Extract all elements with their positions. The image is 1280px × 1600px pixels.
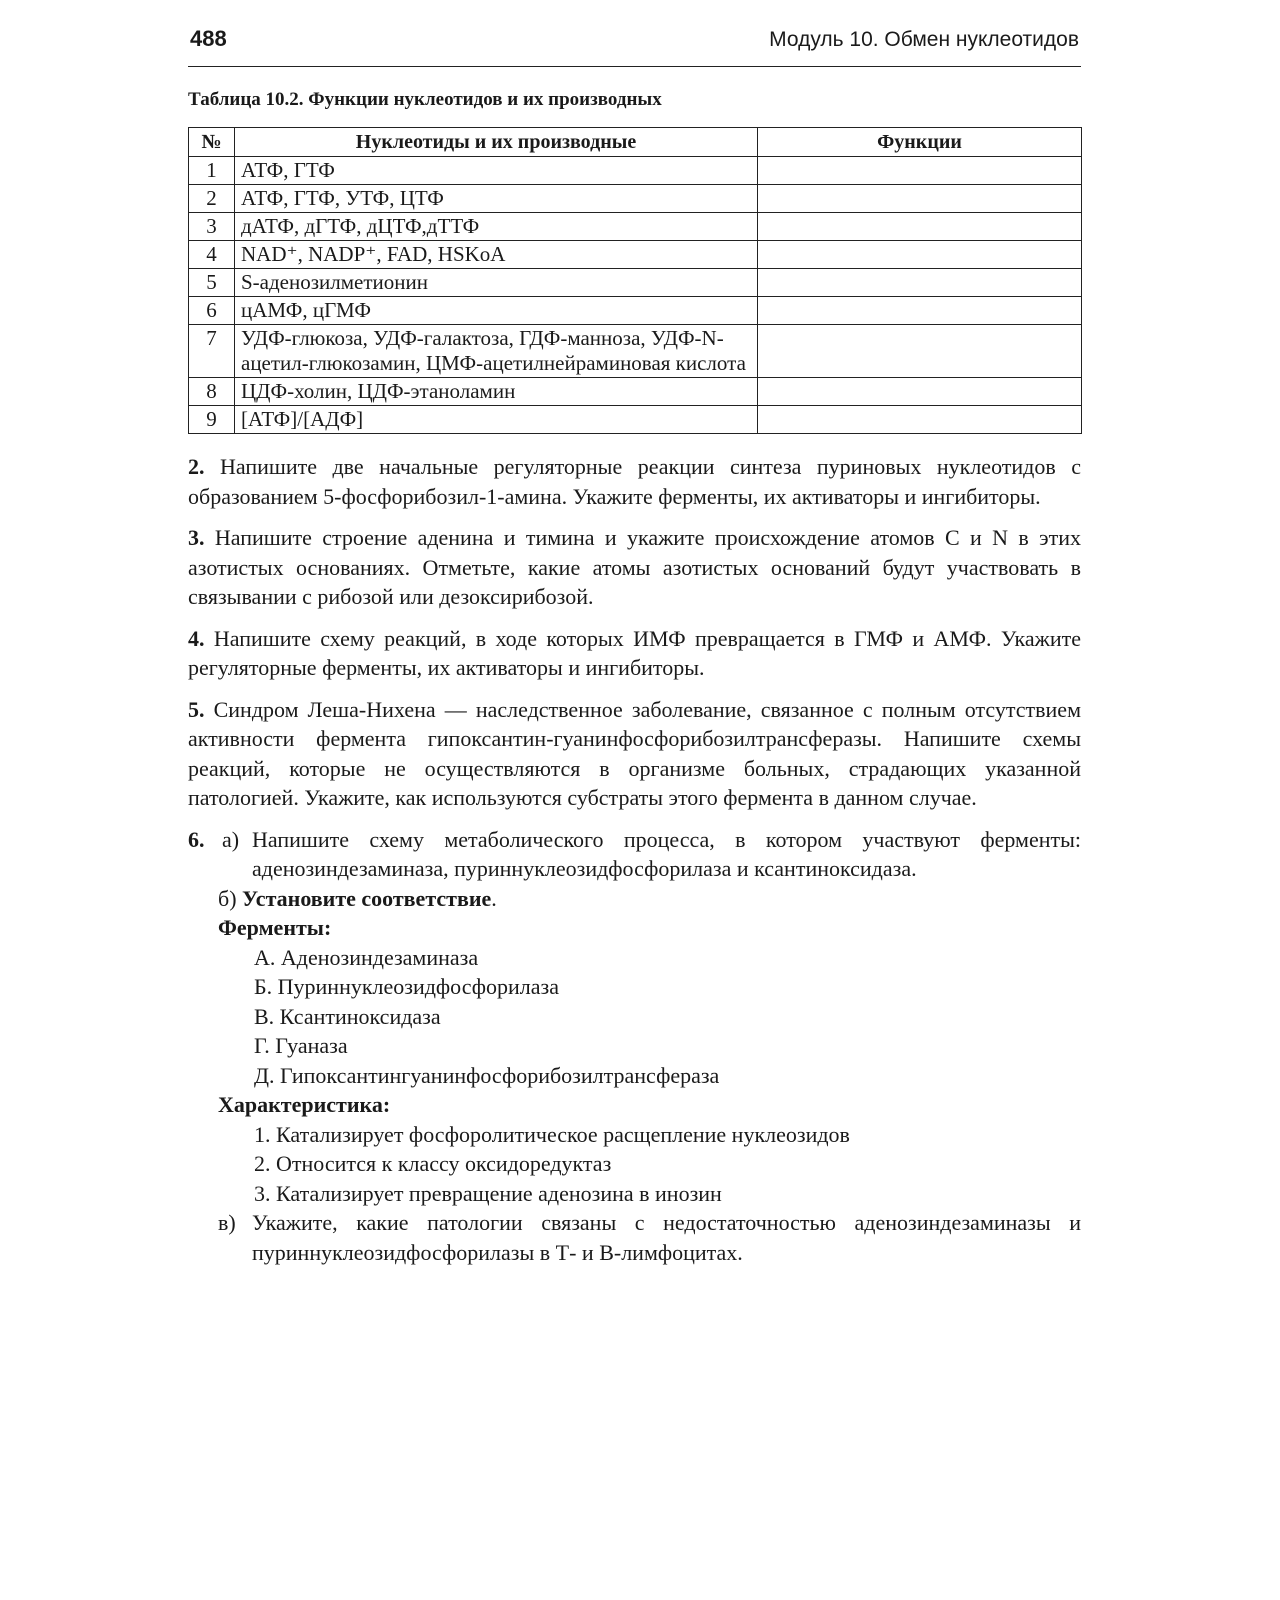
table-row	[189, 406, 1082, 434]
table-row	[189, 157, 1082, 185]
task-text: Напишите строение аденина и тимина и укажите происхождение атомов С и N в этих азотистых основаниях. Отметьте, какие атомы азотистых оснований будут участвовать в связывании с рибозой или дезоксирибозой.	[188, 525, 1081, 609]
row-nucleotide: [АТФ]/[АДФ]	[235, 406, 758, 434]
characteristic-item: 2. Относится к классу оксидоредуктаз	[254, 1151, 612, 1176]
enzyme-item: Б. Пуриннуклеозидфосфорилаза	[254, 974, 559, 999]
row-nucleotide: АТФ, ГТФ, УТФ, ЦТФ	[235, 185, 758, 213]
part-text-period: .	[491, 885, 497, 911]
row-number: 5	[189, 269, 235, 297]
enzymes-heading: Ферменты:	[218, 915, 332, 940]
row-nucleotide: S-аденозилметионин	[235, 269, 758, 297]
column-header-nucleotides: Нуклеотиды и их производные	[235, 128, 758, 157]
nucleotide-functions-table	[188, 127, 1082, 434]
enzyme-item: А. Аденозиндезаминаза	[254, 944, 479, 970]
task-number: 2.	[188, 454, 205, 479]
column-header-number: №	[189, 128, 235, 157]
part-text: Укажите, какие патологии связаны с недостаточностью аденозиндезаминазы и пуриннуклеозидфосфорилазы в Т- и В-лимфоцитах.	[252, 1210, 1081, 1265]
task-list	[188, 452, 1081, 813]
row-function	[758, 378, 1082, 406]
part-label: б)	[218, 885, 237, 911]
row-function	[758, 325, 1082, 378]
row-number: 2	[189, 185, 235, 213]
part-text: Напишите схему метаболического процесса, в котором участвуют ферменты: аденозиндезаминаза, пуриннуклеозидфосфорилаза и ксантиноксидаза.	[252, 826, 1081, 881]
task-number: 6.	[188, 826, 205, 852]
task-6-part-a	[188, 825, 1081, 884]
characteristic-item: 1. Катализирует фосфоролитическое расщепление нуклеозидов	[254, 1121, 850, 1147]
table-header-row	[189, 128, 1082, 157]
task-number: 5.	[188, 696, 205, 722]
task-text: Напишите схему реакций, в ходе которых ИМФ превращается в ГМФ и АМФ. Укажите регуляторные ферменты, их активаторы и ингибиторы.	[188, 625, 1082, 680]
part-label: в)	[218, 1210, 236, 1235]
table-row	[189, 297, 1082, 325]
table-row	[189, 241, 1082, 269]
table-row	[189, 325, 1082, 378]
task-6-part-b	[188, 884, 1081, 914]
part-label: а)	[222, 826, 240, 852]
row-nucleotide: АТФ, ГТФ	[235, 157, 758, 185]
task-number: 4.	[188, 625, 205, 651]
part-text: Установите соответствие	[242, 885, 492, 911]
row-function	[758, 185, 1082, 213]
task-number: 3.	[188, 525, 205, 550]
row-function	[758, 269, 1082, 297]
table-caption: Таблица 10.2. Функции нуклеотидов и их производных	[188, 89, 662, 110]
enzyme-item: В. Ксантиноксидаза	[254, 1003, 441, 1029]
page-number: 488	[190, 26, 227, 51]
row-function	[758, 297, 1082, 325]
row-number: 3	[189, 213, 235, 241]
running-head: Модуль 10. Обмен нуклеотидов	[769, 28, 1079, 51]
enzyme-item: Г. Гуаназа	[254, 1033, 348, 1058]
row-number: 4	[189, 241, 235, 269]
characteristic-item: 3. Катализирует превращение аденозина в инозин	[254, 1180, 722, 1206]
page-header	[188, 22, 1081, 67]
characteristics-heading: Характеристика:	[218, 1092, 391, 1117]
table-row	[189, 185, 1082, 213]
row-number: 1	[189, 157, 235, 185]
book-page	[188, 22, 1081, 1267]
row-nucleotide: УДФ-глюкоза, УДФ-галактоза, ГДФ-манноза, УДФ-N-ацетил-глюкозамин, ЦМФ-ацетилнейраминовая кислота	[235, 325, 758, 378]
table-row	[189, 378, 1082, 406]
row-number: 6	[189, 297, 235, 325]
row-number: 7	[189, 325, 235, 378]
task-text: Напишите две начальные регуляторные реакции синтеза пуриновых нуклеотидов с образованием 5-фосфорибозил-1-амина. Укажите ферменты, их активаторы и ингибиторы.	[188, 454, 1081, 509]
task-5	[188, 695, 1081, 813]
row-function	[758, 406, 1082, 434]
enzyme-item: Д. Гипоксантингуанинфосфорибозилтрансфераза	[254, 1062, 720, 1088]
task-6	[188, 825, 1081, 1268]
row-nucleotide: NAD⁺, NADP⁺, FAD, HSKoA	[235, 241, 758, 269]
task-4	[188, 624, 1081, 683]
row-nucleotide: цАМФ, цГМФ	[235, 297, 758, 325]
column-header-functions: Функции	[758, 128, 1082, 157]
task-3	[188, 523, 1081, 612]
row-number: 8	[189, 378, 235, 406]
row-nucleotide: дАТФ, дГТФ, дЦТФ,дТТФ	[235, 213, 758, 241]
row-nucleotide: ЦДФ-холин, ЦДФ-этаноламин	[235, 378, 758, 406]
row-function	[758, 241, 1082, 269]
task-text: Синдром Леша-Нихена — наследственное заболевание, связанное с полным отсутствием активности фермента гипоксантин-гуанинфосфорибозилтрансферазы. Напишите схемы реакций, которые не осуществляются в организме больных, страдающих указанной патологией. Укажите, как используются субстраты этого фермента в данном случае.	[188, 696, 1081, 810]
row-function	[758, 213, 1082, 241]
table-row	[189, 269, 1082, 297]
row-function	[758, 157, 1082, 185]
task-6-part-c	[188, 1208, 1081, 1267]
task-2	[188, 452, 1081, 511]
table-row	[189, 213, 1082, 241]
row-number: 9	[189, 406, 235, 434]
